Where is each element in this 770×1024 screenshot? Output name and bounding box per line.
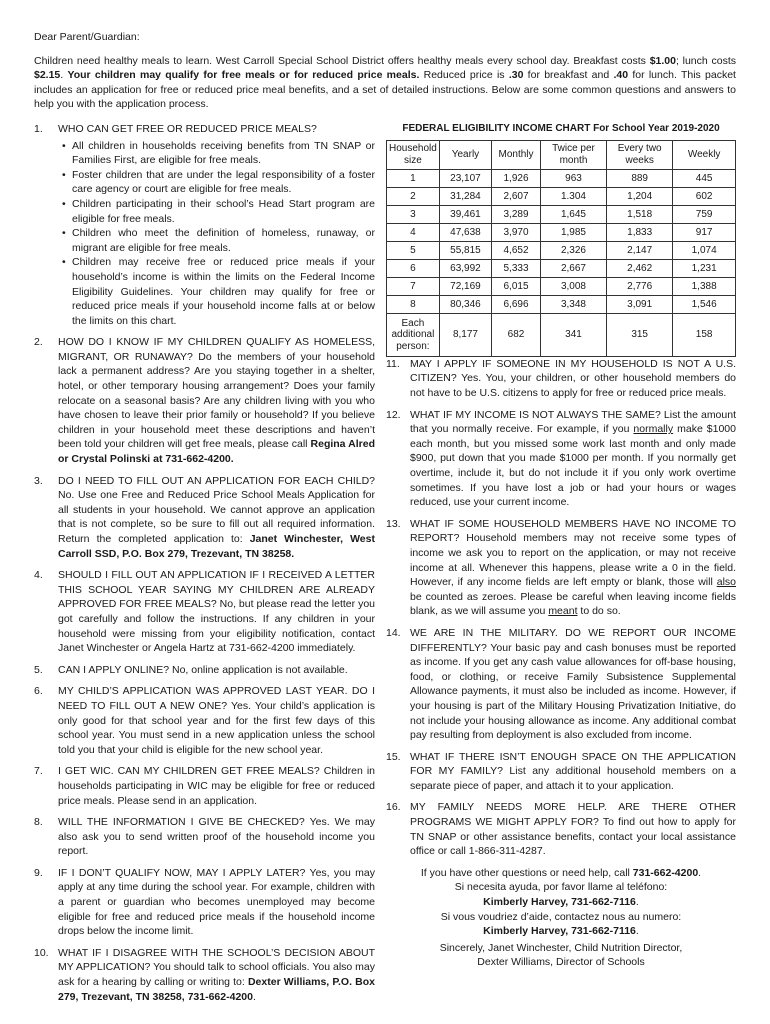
two-column-body <box>34 122 736 1011</box>
faq-text: HOW DO I KNOW IF MY CHILDREN QUALIFY AS HOMELESS, MIGRANT, OR RUNAWAY? Do the members of your household lack a permanent address? Are you staying together in a shelter, hotel, or other temporary housing arrangement? Does your family relocate on a seasonal basis? Are any children living with you who have chosen to leave their prior family or household? If you believe children in your household meet these descriptions and haven’t been told your children will get free meals, please call <box>58 336 375 451</box>
faq-number: 12. <box>386 408 401 421</box>
faq-list-right <box>386 357 736 859</box>
yearly-cell: 63,992 <box>439 259 491 277</box>
every-two-weeks-cell: 1,833 <box>607 223 673 241</box>
faq-text: MY CHILD’S APPLICATION WAS APPROVED LAST YEAR. DO I NEED TO FILL OUT A NEW ONE? Yes. Your child’s application is only good for that school year and for the first few days of this school year. You must send in a new application unless the school told you that your child is eligible for the new school year. <box>58 685 375 756</box>
faq-number: 8. <box>34 816 43 829</box>
table-row <box>387 259 736 277</box>
intro-text: Reduced price is <box>419 69 509 82</box>
spanish-contact: Kimberly Harvey, 731-662-7116 <box>483 896 636 909</box>
faq-number: 14. <box>386 626 401 639</box>
twice-per-month-cell: 3,008 <box>540 277 606 295</box>
weekly-cell: 917 <box>673 223 736 241</box>
faq-text: WHAT IF SOME HOUSEHOLD MEMBERS HAVE NO INCOME TO REPORT? Household members may not receive some types of income we ask you to report on the application, or may not receive income at all. Whenever this happens, please write a 0 in the field. However, if any income fields are left empty or blank, those will <box>410 517 736 589</box>
every-two-weeks-cell: 2,776 <box>607 277 673 295</box>
household-size-cell: 8 <box>387 295 440 313</box>
twice-per-month-cell: 2,326 <box>540 241 606 259</box>
qualify-statement: Your children may qualify for free meals or for reduced price meals. <box>67 69 420 82</box>
faq-number: 16. <box>386 801 401 814</box>
monthly-cell: 6,015 <box>492 277 541 295</box>
faq-text: to do so. <box>577 605 621 618</box>
hearing-contact: Dexter Williams, P.O. Box 279, Trezevant, TN 38258, 731-662-4200 <box>58 976 375 1003</box>
monthly-cell: 6,696 <box>492 295 541 313</box>
weekly-cell: 602 <box>673 187 736 205</box>
twice-per-month-cell: 2,667 <box>540 259 606 277</box>
help-line <box>386 866 736 881</box>
table-row <box>387 223 736 241</box>
household-size-cell: 1 <box>387 169 440 187</box>
faq-text: DO I NEED TO FILL OUT AN APPLICATION FOR EACH CHILD? No. Use one Free and Reduced Price School Meals Application for all students in your household. We cannot approve an application that is not complete, so be sure to fill out all required information. Return the completed application to: <box>58 474 375 545</box>
twice-per-month-cell: 3,348 <box>540 295 606 313</box>
weekly-cell: 759 <box>673 205 736 223</box>
help-text-end: . <box>698 866 702 879</box>
faq-number: 15. <box>386 750 401 763</box>
monthly-cell: 3,289 <box>492 205 541 223</box>
table-row <box>387 205 736 223</box>
faq-text: I GET WIC. CAN MY CHILDREN GET FREE MEALS? Children in households participating in WIC may be eligible for free or reduced price meals. Please send in an application. <box>58 765 375 807</box>
every-two-weeks-cell: 3,091 <box>607 295 673 313</box>
twice-per-month-cell: 1.304 <box>540 187 606 205</box>
income-eligibility-table <box>386 140 736 357</box>
faq-item-9 <box>34 866 375 939</box>
faq-item-12 <box>386 408 736 510</box>
faq-text: WHAT IF THERE ISN’T ENOUGH SPACE ON THE APPLICATION FOR MY FAMILY? List any additional household members on a separate piece of paper, and attach it to your application. <box>410 750 736 792</box>
faq-number: 13. <box>386 517 401 530</box>
faq-item-6 <box>34 684 375 757</box>
faq-item-15 <box>386 750 736 794</box>
greeting: Dear Parent/Guardian: <box>34 31 140 43</box>
intro-text: ; lunch costs <box>675 54 736 67</box>
signature-line-2: Dexter Williams, Director of Schools <box>477 956 645 969</box>
return-address: Janet Winchester, West Carroll SSD, P.O. Box 279, Trezevant, TN 38258. <box>58 533 375 560</box>
underlined-word: normally <box>633 423 674 436</box>
table-body <box>387 169 736 356</box>
intro-text: for lunch. This packet includes an application for free or reduced price meal benefits, and a set of detailed instructions. Below are some common questions and answers to help you with the application process. <box>34 69 736 111</box>
faq-question: WHO CAN GET FREE OR REDUCED PRICE MEALS? <box>58 122 317 135</box>
weekly-cell: 1,231 <box>673 259 736 277</box>
faq-list-left <box>34 122 375 1004</box>
eligibility-bullets <box>58 139 375 329</box>
faq-number: 9. <box>34 866 43 879</box>
twice-per-month-cell: 341 <box>540 313 606 356</box>
header-yearly: Yearly <box>439 140 491 169</box>
weekly-cell: 1,074 <box>673 241 736 259</box>
help-text: If you have other questions or need help, call <box>420 866 633 879</box>
french-help: Si vous voudriez d’aide, contactez nous au numero: <box>440 910 682 923</box>
intro-text: for breakfast and <box>523 69 614 82</box>
faq-text-end: . <box>252 990 256 1003</box>
faq-item-3 <box>34 474 375 562</box>
household-size-cell: 2 <box>387 187 440 205</box>
table-header-row <box>387 140 736 169</box>
household-size-cell: Each additional person: <box>387 313 440 356</box>
faq-text: WHAT IF MY INCOME IS NOT ALWAYS THE SAME? List the amount that you normally receive. For example, if you <box>410 408 736 436</box>
every-two-weeks-cell: 889 <box>607 169 673 187</box>
faq-item-11 <box>386 357 736 401</box>
weekly-cell: 445 <box>673 169 736 187</box>
faq-number: 3. <box>34 474 43 487</box>
monthly-cell: 682 <box>492 313 541 356</box>
yearly-cell: 80,346 <box>439 295 491 313</box>
yearly-cell: 39,461 <box>439 205 491 223</box>
breakfast-price: $1.00 <box>649 54 676 67</box>
underlined-word: also <box>716 576 736 589</box>
household-size-cell: 6 <box>387 259 440 277</box>
signature-block <box>386 941 736 970</box>
faq-text: CAN I APPLY ONLINE? No, online application is not available. <box>58 663 348 676</box>
every-two-weeks-cell: 2,462 <box>607 259 673 277</box>
header-weekly: Weekly <box>673 140 736 169</box>
twice-per-month-cell: 1,985 <box>540 223 606 241</box>
faq-number: 10. <box>34 946 49 959</box>
yearly-cell: 55,815 <box>439 241 491 259</box>
every-two-weeks-cell: 2,147 <box>607 241 673 259</box>
french-contact: Kimberly Harvey, 731-662-7116 <box>483 925 636 938</box>
faq-text: MAY I APPLY IF SOMEONE IN MY HOUSEHOLD IS NOT A U.S. CITIZEN? Yes. You, your children, or other household members do not have to be U.S. citizens to apply for free or reduced price meals. <box>410 357 736 400</box>
faq-item-13 <box>386 517 736 619</box>
every-two-weeks-cell: 315 <box>607 313 673 356</box>
faq-number: 1. <box>34 122 43 135</box>
bullet-item: • Children may receive free or reduced price meals if your household’s income is within the limits on the Federal Income Eligibility Guidelines. Your children may qualify for free or reduced price meals if your household income falls at or below the limits on this chart. <box>58 255 375 328</box>
table-row <box>387 241 736 259</box>
faq-item-8 <box>34 815 375 859</box>
yearly-cell: 8,177 <box>439 313 491 356</box>
faq-item-7 <box>34 764 375 808</box>
faq-item-14 <box>386 626 736 743</box>
table-row <box>387 313 736 356</box>
faq-text: be counted as zeroes. Please be careful when leaving income fields blank, as we will assume you <box>410 590 736 618</box>
bullet-item: • Children who meet the definition of homeless, runaway, or migrant are eligible for free meals. <box>58 226 375 255</box>
intro-text: . <box>60 69 68 82</box>
faq-item-4 <box>34 568 375 656</box>
left-column <box>34 122 375 1011</box>
reduced-lunch-price: .40 <box>613 69 629 82</box>
monthly-cell: 4,652 <box>492 241 541 259</box>
every-two-weeks-cell: 1,518 <box>607 205 673 223</box>
table-row <box>387 277 736 295</box>
table-row <box>387 169 736 187</box>
weekly-cell: 1,546 <box>673 295 736 313</box>
twice-per-month-cell: 963 <box>540 169 606 187</box>
header-every-two-weeks: Every two weeks <box>607 140 673 169</box>
faq-number: 2. <box>34 336 43 349</box>
faq-number: 7. <box>34 765 43 778</box>
signature-line-1: Sincerely, Janet Winchester, Child Nutrition Director, <box>439 941 683 954</box>
household-size-cell: 4 <box>387 223 440 241</box>
every-two-weeks-cell: 1,204 <box>607 187 673 205</box>
table-row <box>387 295 736 313</box>
weekly-cell: 158 <box>673 313 736 356</box>
intro-paragraph <box>34 54 736 112</box>
faq-item-5 <box>34 663 375 678</box>
monthly-cell: 3,970 <box>492 223 541 241</box>
right-column <box>386 122 736 1011</box>
faq-text: WILL THE INFORMATION I GIVE BE CHECKED? Yes. We may also ask you to send written proof of the household income you report. <box>58 816 375 858</box>
faq-number: 5. <box>34 663 43 676</box>
twice-per-month-cell: 1,645 <box>540 205 606 223</box>
spanish-contact-end: . <box>635 896 639 909</box>
monthly-cell: 5,333 <box>492 259 541 277</box>
lunch-price: $2.15 <box>34 69 61 82</box>
contact-names: Regina Alred or Crystal Polinski at 731-662-4200. <box>58 438 375 466</box>
header-monthly: Monthly <box>492 140 541 169</box>
spanish-contact-line <box>386 895 736 910</box>
yearly-cell: 72,169 <box>439 277 491 295</box>
faq-item-1 <box>34 122 375 328</box>
yearly-cell: 47,638 <box>439 223 491 241</box>
faq-item-2 <box>34 335 375 466</box>
french-contact-line <box>386 924 736 939</box>
intro-text: Children need healthy meals to learn. West Carroll Special School District offers healthy meals every school day. Breakfast costs <box>34 54 650 67</box>
faq-text: SHOULD I FILL OUT AN APPLICATION IF I RECEIVED A LETTER THIS SCHOOL YEAR SAYING MY CHILDREN ARE ALREADY APPROVED FOR FREE MEALS? No, but please read the letter you got carefully and follow the instructions. If any children in your household were missing from your eligibility notification, contact Janet Winchester or Angela Hartz at 731-662-4200 immediately. <box>58 569 375 655</box>
faq-number: 4. <box>34 569 43 582</box>
faq-item-10 <box>34 946 375 1004</box>
underlined-word: meant <box>548 605 578 618</box>
household-size-cell: 7 <box>387 277 440 295</box>
faq-text: WE ARE IN THE MILITARY. DO WE REPORT OUR INCOME DIFFERENTLY? Your basic pay and cash bonuses must be reported as income. If you get any cash value allowances for off-base housing, food, or clothing, or receive Family Subsistence Supplemental Allowance payments, it must also be included as income. However, if your housing is part of the Military Housing Privatization Initiative, do not include your housing allowance as income. Any additional combat pay resulting from deployment is also excluded from income. <box>410 626 736 742</box>
bullet-item: • Children participating in their school’s Head Start program are eligible for free meals. <box>58 197 375 226</box>
monthly-cell: 2,607 <box>492 187 541 205</box>
faq-text: make $1000 each month, but you missed some work last month and only made $900, put down that you made $1000 per month. If you normally get overtime, include it, but do not include it if you only work overtime sometimes. If you have lost a job or had your hours or wages reduced, use your current income. <box>410 423 736 509</box>
faq-text: IF I DON’T QUALIFY NOW, MAY I APPLY LATER? Yes, you may apply at any time during the school year. For example, children with a parent or guardian who becomes unemployed may become eligible for free and reduced price meals if the household income drops below the income limit. <box>58 866 375 938</box>
faq-number: 6. <box>34 685 43 698</box>
header-household-size: Household size <box>387 140 440 169</box>
weekly-cell: 1,388 <box>673 277 736 295</box>
table-row <box>387 187 736 205</box>
header-twice-per-month: Twice per month <box>540 140 606 169</box>
closing-block <box>386 866 736 939</box>
yearly-cell: 23,107 <box>439 169 491 187</box>
yearly-cell: 31,284 <box>439 187 491 205</box>
household-size-cell: 5 <box>387 241 440 259</box>
faq-item-16 <box>386 800 736 858</box>
income-chart-title: FEDERAL ELIGIBILITY INCOME CHART For School Year 2019-2020 <box>402 122 720 134</box>
faq-number: 11. <box>386 357 400 370</box>
help-phone: 731-662-4200 <box>632 866 699 879</box>
spanish-help: Si necesita ayuda, por favor llame al teléfono: <box>454 881 668 894</box>
bullet-item: • Foster children that are under the legal responsibility of a foster care agency or court are eligible for free meals. <box>58 168 375 197</box>
bullet-item: • All children in households receiving benefits from TN SNAP or Families First, are eligible for free meals. <box>58 139 375 168</box>
reduced-breakfast-price: .30 <box>508 69 524 82</box>
monthly-cell: 1,926 <box>492 169 541 187</box>
french-contact-end: . <box>635 925 639 938</box>
faq-text: MY FAMILY NEEDS MORE HELP. ARE THERE OTHER PROGRAMS WE MIGHT APPLY FOR? To find out how to apply for TN SNAP or other assistance benefits, contact your local assistance office or call 1-866-311-4287. <box>410 801 736 858</box>
faq-text: WHAT IF I DISAGREE WITH THE SCHOOL’S DECISION ABOUT MY APPLICATION? You should talk to school officials. You also may ask for a hearing by calling or writing to: <box>58 946 375 989</box>
household-size-cell: 3 <box>387 205 440 223</box>
